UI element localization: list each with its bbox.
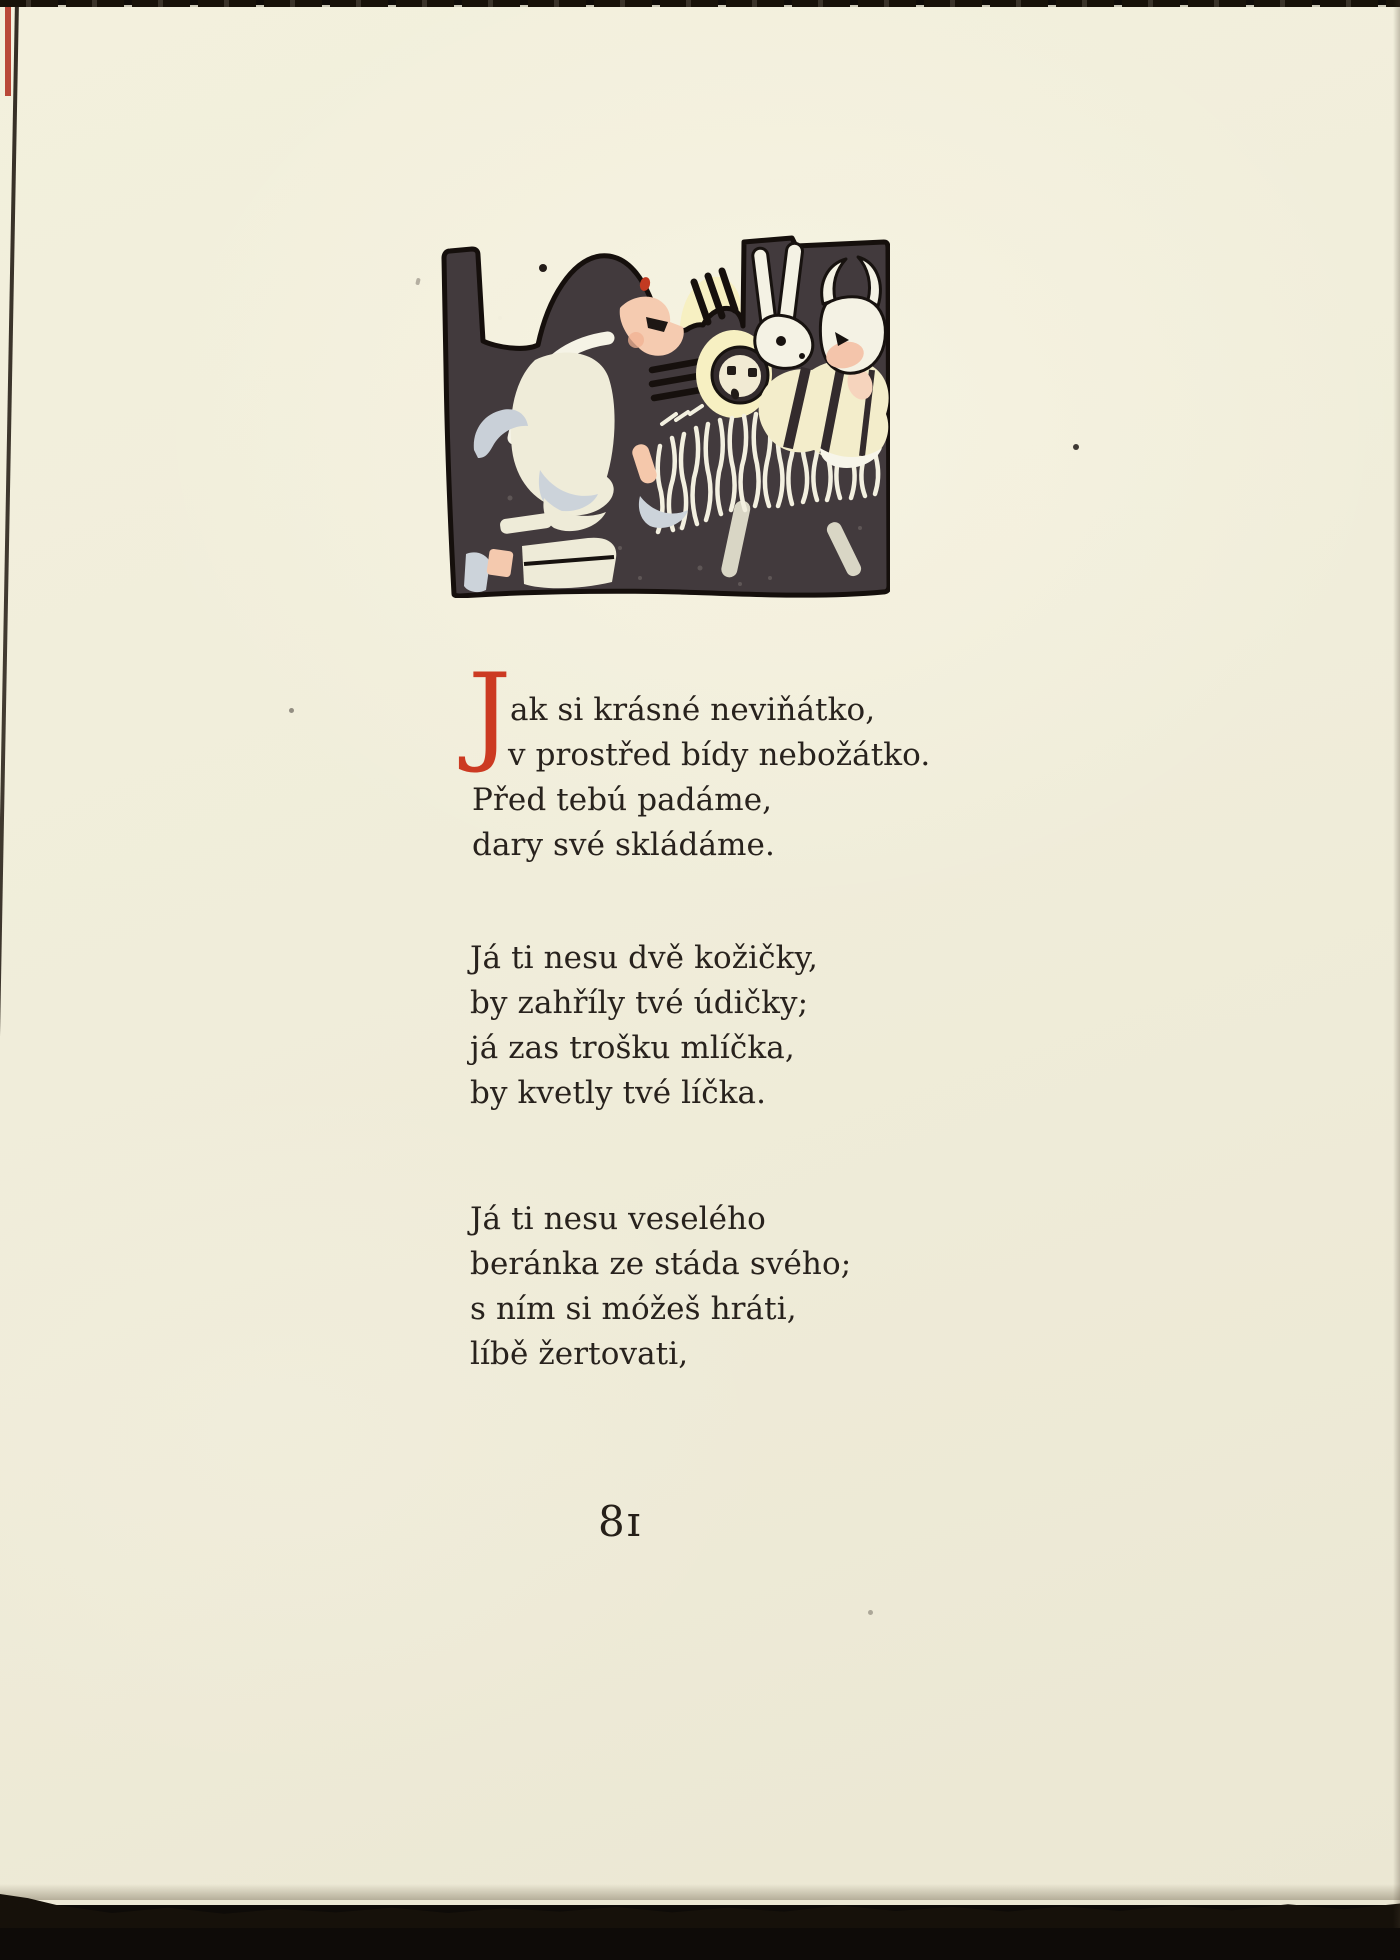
poem-line: beránka ze stáda svého; bbox=[470, 1246, 852, 1282]
page-edge-right bbox=[1393, 0, 1400, 1928]
drop-cap-initial: J bbox=[468, 651, 512, 776]
page-edge-bottom-shadow bbox=[0, 1884, 1400, 1900]
nativity-woodcut-illustration bbox=[440, 198, 890, 598]
figure-shoe bbox=[464, 552, 490, 592]
poem-stanza-2 bbox=[470, 936, 990, 1116]
poem-line: líbě žertovati, bbox=[470, 1336, 689, 1372]
paper-speck bbox=[415, 278, 421, 286]
poem-line-text: ak si krásné neviňátko, bbox=[510, 692, 876, 728]
poem-line: by kvetly tvé líčka. bbox=[470, 1075, 767, 1111]
poem-line: Před tebú padáme, bbox=[472, 782, 773, 818]
spine-red-edge bbox=[5, 0, 11, 96]
poem-line: by zahříly tvé údičky; bbox=[470, 985, 809, 1021]
ink-dot bbox=[539, 264, 547, 272]
page-edge-top bbox=[0, 0, 1400, 7]
poem-stanza-1 bbox=[468, 651, 992, 868]
paper-speck bbox=[868, 1610, 873, 1615]
poem-line: Já ti nesu dvě kožičky, bbox=[470, 940, 818, 976]
poem-line: v prostřed bídy nebožátko. bbox=[508, 737, 931, 773]
book-page bbox=[0, 5, 1400, 1905]
page-number: 8ɪ bbox=[598, 1497, 643, 1546]
poem-line: Já ti nesu veselého bbox=[470, 1201, 766, 1237]
poem-stanza-3 bbox=[470, 1197, 990, 1377]
poem-line: já zas trošku mlíčka, bbox=[470, 1030, 795, 1066]
poem-line: dary své skládáme. bbox=[472, 827, 775, 863]
paper-speck bbox=[289, 708, 294, 713]
poem-line: s ním si móžeš hráti, bbox=[470, 1291, 797, 1327]
paper-speck bbox=[1073, 444, 1079, 450]
